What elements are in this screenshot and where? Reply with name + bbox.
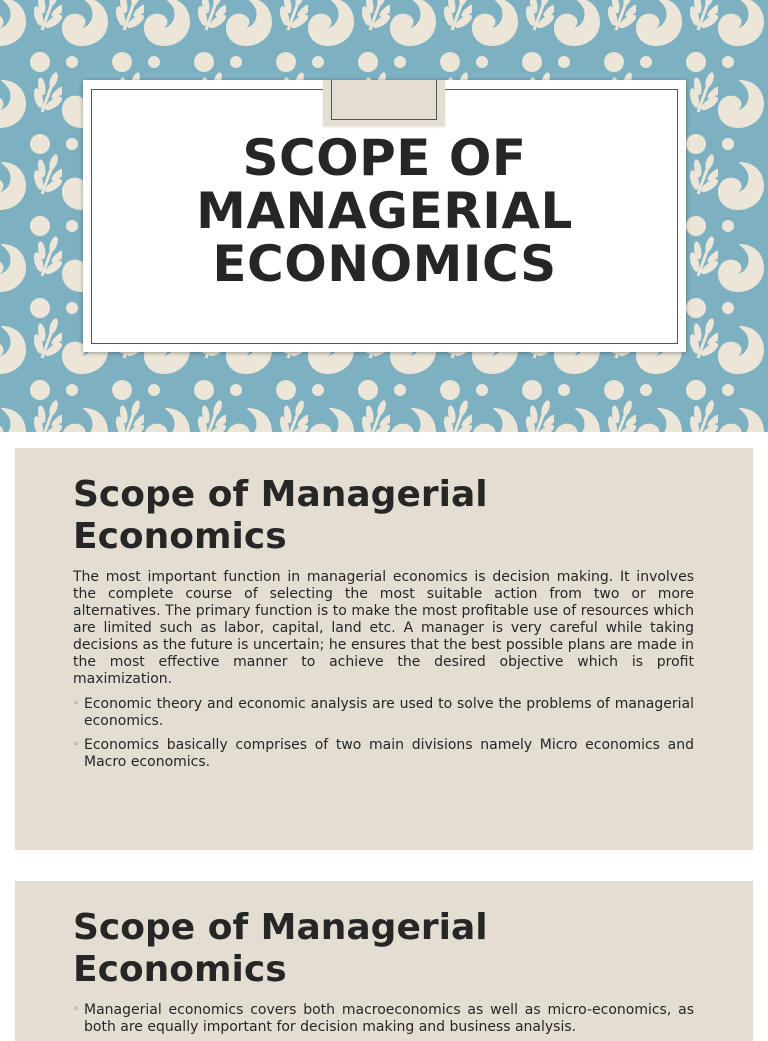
slide-heading: Scope of Managerial Economics [73, 474, 488, 557]
page-title: SCOPE OF MANAGERIAL ECONOMICS [196, 129, 573, 293]
title-card [83, 80, 686, 352]
slide-body [73, 569, 694, 778]
list-item: ◦ Managerial economics covers both macroeconomics as well as micro-economics, as both are equally important for decision making and business analysis. [73, 1002, 694, 1035]
slide-body [73, 1002, 694, 1041]
body-paragraph: The most important function in managerial economics is decision making. It involves the complete course of selecting the most suitable action from two or more alternatives. The primary function is to make the most profitable use of resources which are limited such as labor, capital, land etc. A manager is very careful while taking decisions as the future is uncertain; he ensures that the best possible plans are made in the most effective manner to achieve the desired objective which is profit maximization. [73, 569, 694, 687]
bullet-list [73, 1002, 694, 1036]
content-slide-2 [15, 448, 753, 850]
small-circle-bullet-icon: ◦ [73, 1004, 79, 1015]
title-slide [0, 0, 768, 432]
small-circle-bullet-icon: ◦ [73, 739, 79, 750]
list-item: ◦ Economics basically comprises of two main divisions namely Micro economics and Macro economics. [73, 737, 694, 770]
bullet-list [73, 696, 694, 771]
content-slide-3 [15, 881, 753, 1041]
small-circle-bullet-icon: ◦ [73, 698, 79, 709]
slide-heading: Scope of Managerial Economics [73, 907, 488, 990]
title-tab-decoration [323, 80, 445, 126]
list-item: ◦ Economic theory and economic analysis are used to solve the problems of managerial economics. [73, 696, 694, 729]
